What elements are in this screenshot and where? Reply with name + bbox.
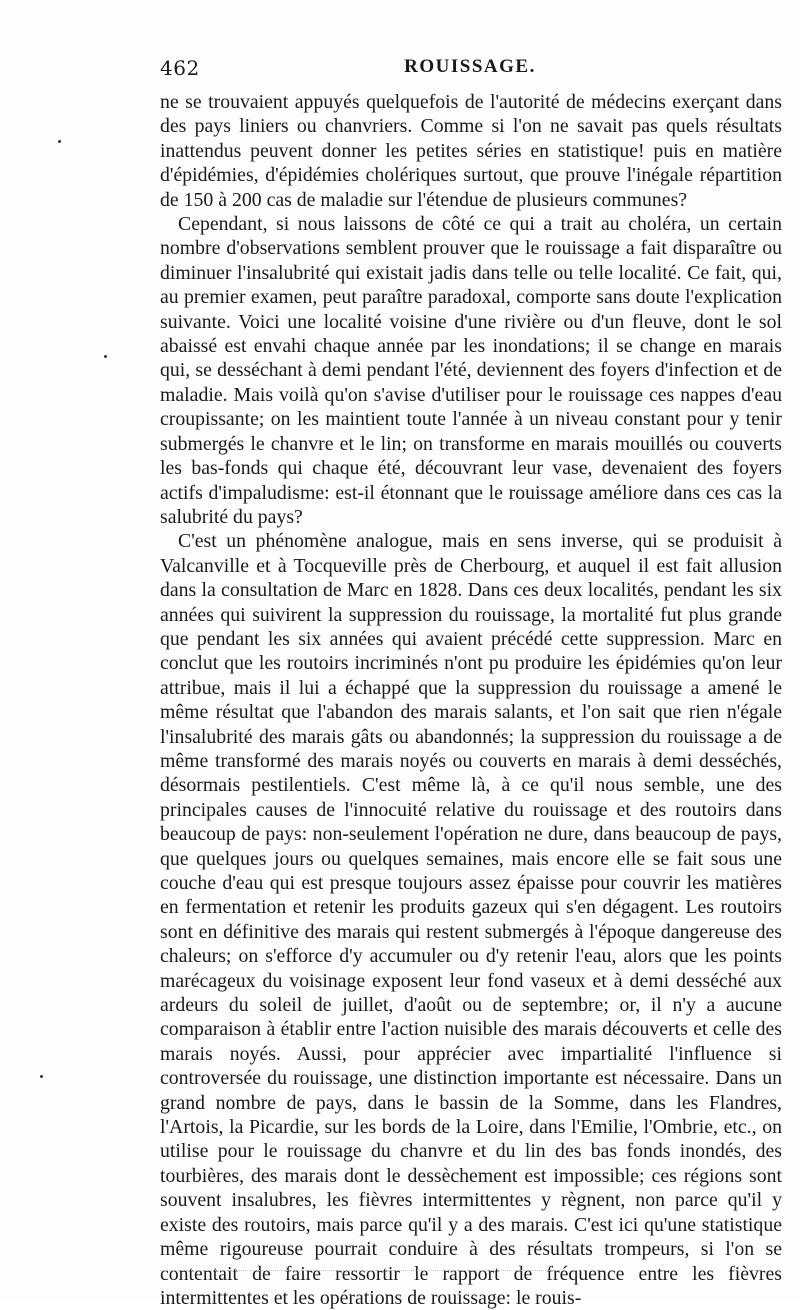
page-speck	[58, 140, 61, 143]
page-speck	[104, 355, 107, 358]
paragraph-1: ne se trouvaient appuyés quelquefois de l'autorité de médecins exerçant dans des pays liniers ou chanvriers. Comme si l'on ne savait pas quels résultats inattendus peuvent donner les petites séries en statistique! puis en matière d'épidémies, d'épidémies cholériques surtout, que prouve l'inégale répartition de 150 à 200 cas de maladie sur l'étendue de plusieurs communes?	[160, 91, 782, 211]
page-number: 462	[160, 56, 200, 80]
page-speck	[40, 1075, 43, 1078]
bottom-page-marks	[160, 1270, 560, 1275]
paragraph-2: Cependant, si nous laissons de côté ce qui a trait au choléra, un certain nombre d'observations semblent prouver que le rouissage a fait disparaître ou diminuer l'insalubrité qui existait jadis dans telle ou telle localité. Ce fait, qui, au premier examen, peut paraître paradoxal, comporte sans doute l'explication suivante. Voici une localité voisine d'une rivière ou d'un fleuve, dont le sol abaissé est envahi chaque année par les inondations; il se change en marais qui, se desséchant à demi pendant l'été, deviennent des foyers d'infection et de maladie. Mais voilà qu'on s'avise d'utiliser pour le rouissage ces nappes d'eau croupissante; on les maintient toute l'année à un niveau constant pour y tenir submergés le chanvre et le lin; on transforme en marais mouillés ou couverts les bas-fonds qui chaque été, découvrant leur vase, devenaient des foyers actifs d'impaludisme: est-il étonnant que le rouissage améliore dans ces cas la salubrité du pays?	[160, 213, 782, 528]
paragraph-3: C'est un phénomène analogue, mais en sens inverse, qui se produisit à Valcanville et à Tocqueville près de Cherbourg, et auquel il est fait allusion dans la consultation de Marc en 1828. Dans ces deux localités, pendant les six années qui suivirent la suppression du rouissage, la mortalité fut plus grande que pendant les six années qui avaient précédé cette suppression. Marc en conclut que les routoirs incriminés n'ont pu produire les épidémies qu'on leur attribue, mais il lui a échappé que la suppression du rouissage a amené le même résultat que l'abandon des marais salants, et l'on sait que rien n'égale l'insalubrité des marais gâts ou abandonnés; la suppression du rouissage a de même transformé des marais noyés ou couverts en marais à demi desséchés, désormais pestilentiels. C'est même là, à ce qu'il nous semble, une des principales causes de l'innocuité relative du rouissage et des routoirs dans beaucoup de pays: non-seulement l'opération ne dure, dans beaucoup de pays, que quelques jours ou quelques semaines, mais encore elle se fait sous une couche d'eau qui est presque toujours assez épaisse pour couvrir les matières en fermentation et retenir les produits gazeux qui s'en dégagent. Les routoirs sont en définitive des marais qui restent submergés à l'époque dangereuse des chaleurs; on s'efforce d'y accumuler ou d'y retenir l'eau, alors que les points marécageux du voisinage exposent leur fond vaseux et à demi desséché aux ardeurs du soleil de juillet, d'août ou de septembre; or, il n'y a aucune comparaison à établir entre l'action nuisible des marais découverts et celle des marais noyés. Aussi, pour apprécier avec impartialité l'influence si controversée du rouissage, une distinction importante est nécessaire. Dans un grand nombre de pays, dans le bassin de la Somme, dans les Flandres, l'Artois, la Picardie, sur les bords de la Loire, dans l'Emilie, l'Ombrie, etc., on utilise pour le rouissage du chanvre et du lin des bas fonds inondés, des tourbières, des marais dont le dessèchement est impossible; ces régions sont souvent insalubres, les fièvres intermittentes y règnent, non parce qu'il y existe des routoirs, mais parce qu'il y a des marais. C'est ici qu'une statistique même rigoureuse pourrait conduire à des résultats trompeurs, si l'on se contentait de faire ressortir le rapport de fréquence entre les fièvres intermittentes et les opérations de rouissage: le rouis-	[160, 530, 782, 1309]
running-head	[160, 56, 780, 82]
body-text	[160, 90, 782, 1310]
running-title: ROUISSAGE.	[404, 56, 536, 77]
